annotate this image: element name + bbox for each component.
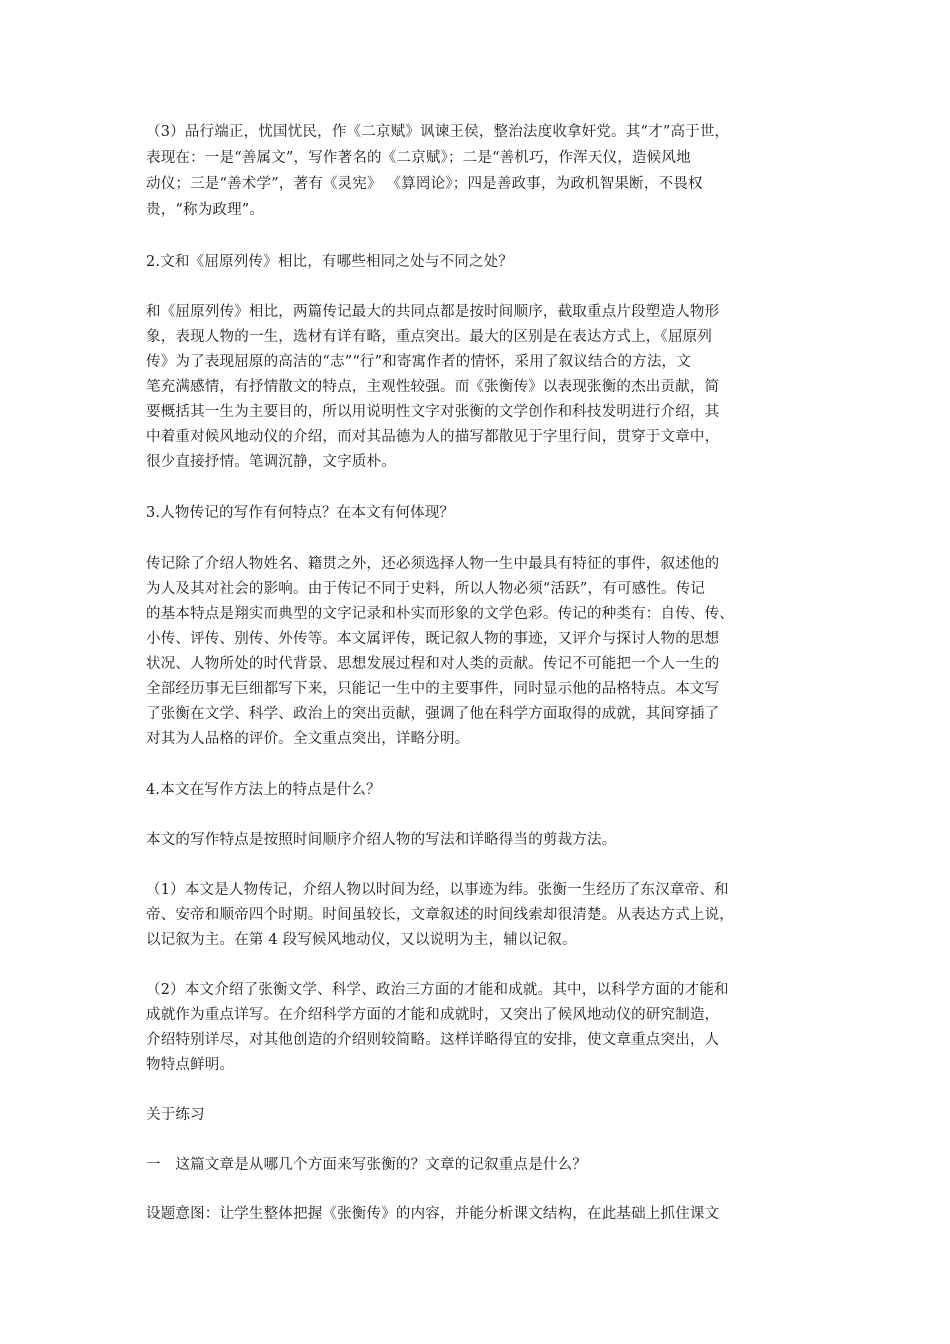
text-line: 帝、安帝和顺帝四个时期。时间虽较长，文章叙述的时间线索却很清楚。从表达方式上说，: [146, 907, 734, 923]
text-line: （1）本文是人物传记，介绍人物以时间为经，以事迹为纬。张衡一生经历了东汉章帝、和: [146, 882, 729, 898]
text-line: 全部经历事无巨细都写下来，只能记一生中的主要事件，同时显示他的品格特点。本文写: [146, 681, 720, 697]
text-line: 传》为了表现屈原的高洁的“志”“行”和寄寓作者的情怀，采用了叙议结合的方法，文: [146, 354, 691, 370]
text-line: 贵，“称为政理”。: [146, 202, 265, 218]
text-line: 动仪；三是“善术学”，著有《灵宪》 《算罔论》；四是善政事，为政机智果断，不畏权: [146, 176, 703, 192]
question-text: 4.本文在写作方法上的特点是什么？: [146, 782, 381, 798]
text-line: 象，表现人物的一生，选材有详有略，重点突出。最大的区别是在表达方式上，《屈原列: [146, 329, 713, 345]
text-line: 中着重对候风地动仪的介绍，而对其品德为人的描写都散见于字里行间，贯穿于文章中，: [146, 429, 720, 445]
text-line: 为人及其对社会的影响。由于传记不同于史料，所以人物必须“活跃”，有可感性。传记: [146, 581, 706, 597]
question-text: 3.人物传记的写作有何特点？在本文有何体现？: [146, 505, 455, 521]
text-line: 的基本特点是翔实而典型的文字记录和朴实而形象的文学色彩。传记的种类有：自传、传、: [146, 606, 734, 622]
text-line: 对其为人品格的评价。全文重点突出，详略分明。: [146, 731, 470, 747]
text-line: 很少直接抒情。笔调沉静，文字质朴。: [146, 454, 396, 470]
heading-text: 关于练习: [146, 1107, 205, 1123]
text-line: 笔充满感情，有抒情散文的特点，主观性较强。而《张衡传》以表现张衡的杰出贡献，简: [146, 379, 720, 395]
question-text: 2.文和《屈原列传》相比，有哪些相同之处与不同之处？: [146, 254, 514, 270]
text-line: 介绍特别详尽，对其他创造的介绍则较简略。这样详略得宜的安排，使文章重点突出，人: [146, 1032, 720, 1048]
text-line: （2）本文介绍了张衡文学、科学、政治三方面的才能和成就。其中，以科学方面的才能和: [146, 982, 729, 998]
text-line: 物特点鲜明。: [146, 1057, 235, 1073]
text-line: 本文的写作特点是按照时间顺序介绍人物的写法和详略得当的剪裁方法。: [146, 832, 617, 848]
text-line: 传记除了介绍人物姓名、籍贯之外，还必须选择人物一生中最具有特征的事件，叙述他的: [146, 556, 720, 572]
question-text: 一 这篇文章是从哪几个方面来写张衡的？文章的记叙重点是什么？: [146, 1157, 587, 1173]
text-line: 要概括其一生为主要目的，所以用说明性文字对张衡的文学创作和科技发明进行介绍，其: [146, 404, 720, 420]
text-line: 以记叙为主。在第 4 段写候风地动仪，又以说明为主，辅以记叙。: [146, 932, 577, 948]
text-line: 和《屈原列传》相比，两篇传记最大的共同点都是按时间顺序，截取重点片段塑造人物形: [146, 304, 720, 320]
text-line: 成就作为重点详写。在介绍科学方面的才能和成就时，又突出了候风地动仪的研究制造，: [146, 1007, 720, 1023]
text-line: 小传、评传、别传、外传等。本文属评传，既记叙人物的事迹，又评介与探讨人物的思想: [146, 631, 720, 647]
text-line: 状况、人物所处的时代背景、思想发展过程和对人类的贡献。传记不可能把一个人一生的: [146, 656, 720, 672]
text-line: 表现在：一是“善属文”，写作著名的《二京赋》；二是“善机巧，作浑天仪，造候风地: [146, 150, 691, 166]
text-line: （3）品行端正，忧国忧民，作《二京赋》讽谏王侯，整治法度收拿奸党。其“才”高于世，: [146, 124, 730, 140]
text-line: 了张衡在文学、科学、政治上的突出贡献，强调了他在科学方面取得的成就，其间穿插了: [146, 706, 720, 722]
text-line: 设题意图：让学生整体把握《张衡传》的内容，并能分析课文结构，在此基础上抓住课文: [146, 1206, 720, 1222]
